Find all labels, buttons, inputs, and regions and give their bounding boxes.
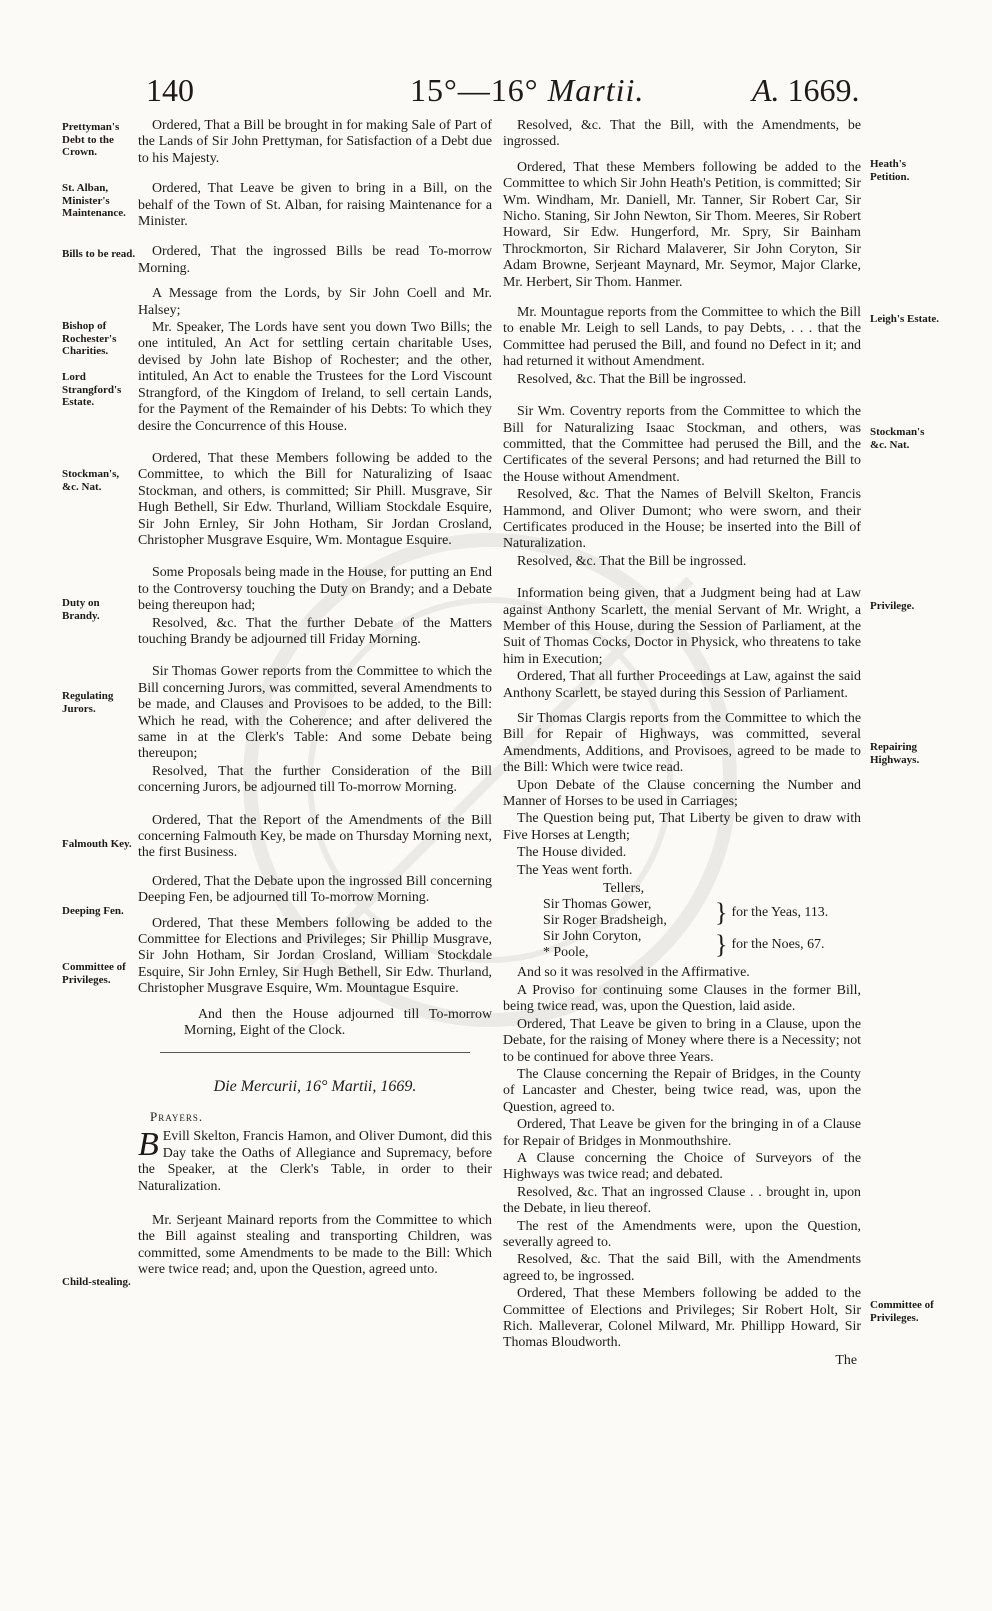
paragraph: A Proviso for continuing some Clauses in the former Bill, being twice read, was, upon the Question, laid aside. (503, 982, 861, 1015)
brace-icon: } (715, 898, 728, 928)
margin-note: Child-stealing. (62, 1276, 131, 1288)
paragraph: Ordered, That the Debate upon the ingrossed Bill concerning Deeping Fen, be adjourned till To-morrow Morning. (138, 873, 492, 906)
paragraph: Mr. Serjeant Mainard reports from the Committee to which the Bill against stealing and transporting Children, was committed, some Amendments to be made to the Bill: Which were twice read; and, upon the Question, agreed unto. (138, 1212, 492, 1278)
margin-note: Repairing Highways. (870, 741, 920, 766)
running-date (410, 72, 644, 109)
margin-note: Committee of Privileges. (870, 1299, 934, 1324)
page-header (0, 72, 992, 112)
left-column (138, 118, 492, 1288)
margin-note: Leigh's Estate. (870, 313, 940, 325)
paragraph: Ordered, That Leave be given to bring in a Clause, upon the Debate, for the raising of Money where there is a Necessity; not to be continued for above three Years. (503, 1016, 861, 1065)
teller-name: Sir Roger Bradsheigh, (543, 913, 667, 929)
paragraph: Resolved, &c. That an ingrossed Clause . . brought in, upon the Debate, in lieu thereof. (503, 1184, 861, 1217)
running-year (752, 72, 860, 109)
catchword: The (835, 1352, 857, 1368)
margin-note: Heath's Petition. (870, 158, 910, 183)
paragraph: Resolved, &c. That the Bill be ingrossed. (517, 371, 747, 387)
paragraph: Sir Thomas Clargis reports from the Committee to which the Bill for Repair of Highways, was committed, several Amendments, Additions, and Provisoes, agreed to be made to the Bill: Which were twice read. (503, 711, 861, 776)
margin-note: Falmouth Key. (62, 838, 132, 850)
paragraph: The Clause concerning the Repair of Bridges, in the County of Lancaster and Chester, being twice read, was, upon the Question, agreed to. (503, 1066, 861, 1115)
margin-note: Regulating Jurors. (62, 690, 114, 715)
paragraph: Ordered, That all further Proceedings at Law, against the said Anthony Scarlett, be stayed during this Session of Parliament. (503, 669, 861, 701)
teller-name: * Poole, (543, 945, 589, 961)
year: 1669. (787, 72, 860, 108)
paragraph: The Question being put, That Liberty be given to draw with Five Horses at Length; (503, 811, 861, 843)
paragraph: Ordered, That the Report of the Amendments of the Bill concerning Falmouth Key, be made on Thursday Morning next, the first Business. (138, 812, 492, 861)
teller-name: Sir John Coryton, (543, 929, 642, 945)
paragraph: Ordered, That a Bill be brought in for making Sale of Part of the Lands of Sir John Prettyman, for Satisfaction of a Debt due to his Majesty. (138, 118, 492, 166)
paragraph: Ordered, That these Members following be added to the Committee of Elections and Privileges; Sir Robert Holt, Sir Rich. Malleverar, Colonel Milward, Mr. Phillipp Howard, Sir Thomas Bloudworth. (503, 1286, 861, 1351)
margin-note: Lord Strangford's Estate. (62, 371, 122, 408)
paragraph: Mr. Speaker, The Lords have sent you down Two Bills; the one intituled, An Act for settling certain charitable Uses, devised by John late Bishop of Rochester; and the other, intituled, An Act to enable the Trustees for the Lord Viscount Strangford, of the Kingdom of Ireland, to sell certain Lands, for the Payment of the Remainder of his Debts: To which they desire the Concurrence of this House. (138, 320, 492, 434)
date-range: 15°—16° (410, 72, 539, 108)
margin-note: Privilege. (870, 600, 915, 612)
teller-name: Sir Thomas Gower, (543, 897, 652, 913)
margin-note: Bills to be read. (62, 248, 136, 260)
tellers-label: Tellers, (603, 881, 645, 897)
tellers-yeas (543, 897, 861, 929)
paragraph: Resolved, &c. That the Bill, with the Amendments, be ingrossed. (503, 118, 861, 150)
adjournment: And then the House adjourned till To-morrow Morning, Eight of the Clock. (184, 1006, 492, 1039)
paragraph: Ordered, That Leave be given for the bringing in of a Clause for Repair of Bridges in Monmouthshire. (503, 1117, 861, 1149)
tellers-noes (543, 929, 861, 961)
paragraph: Resolved, That the further Consideration of the Bill concerning Jurors, be adjourned till To-morrow Morning. (138, 763, 492, 796)
brace-icon: } (715, 930, 728, 960)
margin-note: Stockman's, &c. Nat. (62, 468, 120, 493)
paragraph: Mr. Mountague reports from the Committee to which the Bill to enable Mr. Leigh to sell Lands, to pay Debts, . . . that the Committee had perused the Bill, and found no Defect in it; and had returned it without Amendment. (503, 305, 861, 370)
margin-note: Bishop of Rochester's Charities. (62, 320, 117, 357)
paragraph: Upon Debate of the Clause concerning the Number and Manner of Horses to be used in Carriages; (503, 777, 861, 810)
paragraph: The rest of the Amendments were, upon the Question, severally agreed to. (503, 1218, 861, 1250)
year-prefix: A. (752, 72, 780, 108)
paragraph: Ordered, That these Members following be added to the Committee to which Sir John Heath's Petition, is committed; Sir Wm. Windham, Mr. Daniell, Mr. Tanner, Sir Robert Car, Sir Nicho. Staning, Sir John Newton, Sir Thom. Meeres, Sir Robert Howard, Sir Edw. Hungerford, Mr. Spry, Sir Bainham Throckmorton, Sir Richard Malaverer, Sir John Coryton, Sir Adam Browne, Serjeant Maynard, Mr. Seymor, Major Clarke, Mr. Herbert, Sir Thom. Hanmer. (503, 159, 861, 290)
margin-note: Duty on Brandy. (62, 597, 100, 622)
paragraph: A Message from the Lords, by Sir John Coell and Mr. Halsey; (138, 286, 492, 318)
drop-cap: B (138, 1126, 159, 1164)
margin-note: Deeping Fen. (62, 905, 124, 917)
margin-note: Prettyman's Debt to the Crown. (62, 121, 120, 158)
paragraph: The Yeas went forth. (517, 862, 633, 878)
paragraph: The House divided. (517, 845, 627, 861)
paragraph: Ordered, That these Members following be added to the Committee for Elections and Privileges; Sir Phillip Musgrave, Sir John Hotham, Sir Jordan Crosland, William Stockdale Esquire, Sir John Ernley, Sir Hugh Bethell, Sir Edw. Thurland, Christopher Musgrave Esquire, Wm. Mountague Esquire. (138, 915, 492, 997)
paragraph-text: Evill Skelton, Francis Hamon, and Oliver Dumont, did this Day take the Oaths of Allegiance and Supremacy, before the Speaker, at the Clerk's Table, in order to their Naturalization. (138, 1129, 492, 1194)
paragraph (138, 1126, 492, 1195)
paragraph: Sir Thomas Gower reports from the Committee to which the Bill concerning Jurors, was committed, several Amendments to be made, and Clauses and Provisoes to be added, to the Bill: Which he read, with the Coherence; and after delivered the same in at the Clerk's Table: And some Debate being thereupon; (138, 664, 492, 762)
paragraph: Ordered, That Leave be given to bring in a Bill, on the behalf of the Town of St. Alban, for raising Maintenance for a Minister. (138, 181, 492, 230)
paragraph: A Clause concerning the Choice of Surveyors of the Highways was twice read; and debated. (503, 1150, 861, 1183)
margin-note: Stockman's &c. Nat. (870, 426, 925, 451)
paragraph: Resolved, &c. That the said Bill, with the Amendments agreed to, be ingrossed. (503, 1252, 861, 1284)
paragraph: Some Proposals being made in the House, for putting an End to the Controversy touching the Duty on Brandy; and a Debate being thereupon had; (138, 565, 492, 614)
paragraph: And so it was resolved in the Affirmative. (517, 965, 750, 981)
margin-note: St. Alban, Minister's Maintenance. (62, 182, 126, 219)
tellers-block (543, 881, 861, 961)
right-column (503, 118, 861, 1369)
day-heading: Die Mercurii, 16° Martii, 1669. (213, 1077, 417, 1095)
paragraph: Resolved, &c. That the Bill be ingrossed. (517, 553, 747, 569)
vote-result: for the Yeas, 113. (731, 905, 829, 921)
section-rule (160, 1052, 470, 1053)
paragraph: Resolved, &c. That the further Debate of the Matters touching Brandy be adjourned till Friday Morning. (138, 615, 492, 647)
vote-result: for the Noes, 67. (731, 937, 825, 953)
month: Martii. (547, 72, 645, 108)
paragraph: Ordered, That the ingrossed Bills be read To-morrow Morning. (138, 244, 492, 276)
paragraph: Sir Wm. Coventry reports from the Committee to which the Bill for Naturalizing Isaac Stockman, and others, was committed, that the Committee had perused the Bill, and the Certificates of the several Persons; and had returned the Bill to the House without Amendment. (503, 404, 861, 485)
paragraph: Resolved, &c. That the Names of Belvill Skelton, Francis Hammond, and Oliver Dumont; who were sworn, and their Certificates produced in the House; be inserted into the Bill of Naturalization. (503, 487, 861, 552)
margin-note: Committee of Privileges. (62, 961, 126, 986)
paragraph: Ordered, That these Members following be added to the Committee, to which the Bill for Naturalizing of Isaac Stockman, and others, is committed; Sir Phill. Musgrave, Sir Hugh Bethell, Sir Edw. Thurland, William Stockdale Esquire, Sir John Ernley, Sir John Hotham, Sir Jordan Crosland, Christopher Musgrave Esquire, Wm. Montague Esquire. (138, 450, 492, 548)
page-number: 140 (146, 72, 194, 108)
prayers-heading: Prayers. (150, 1108, 204, 1124)
paragraph: Information being given, that a Judgment being had at Law against Anthony Scarlett, the menial Servant of Mr. Wright, a Member of this House, during the Session of Parliament, at the Suit of Thomas Cocks, Doctor in Physick, who threatens to take him in Execution; (503, 586, 861, 667)
